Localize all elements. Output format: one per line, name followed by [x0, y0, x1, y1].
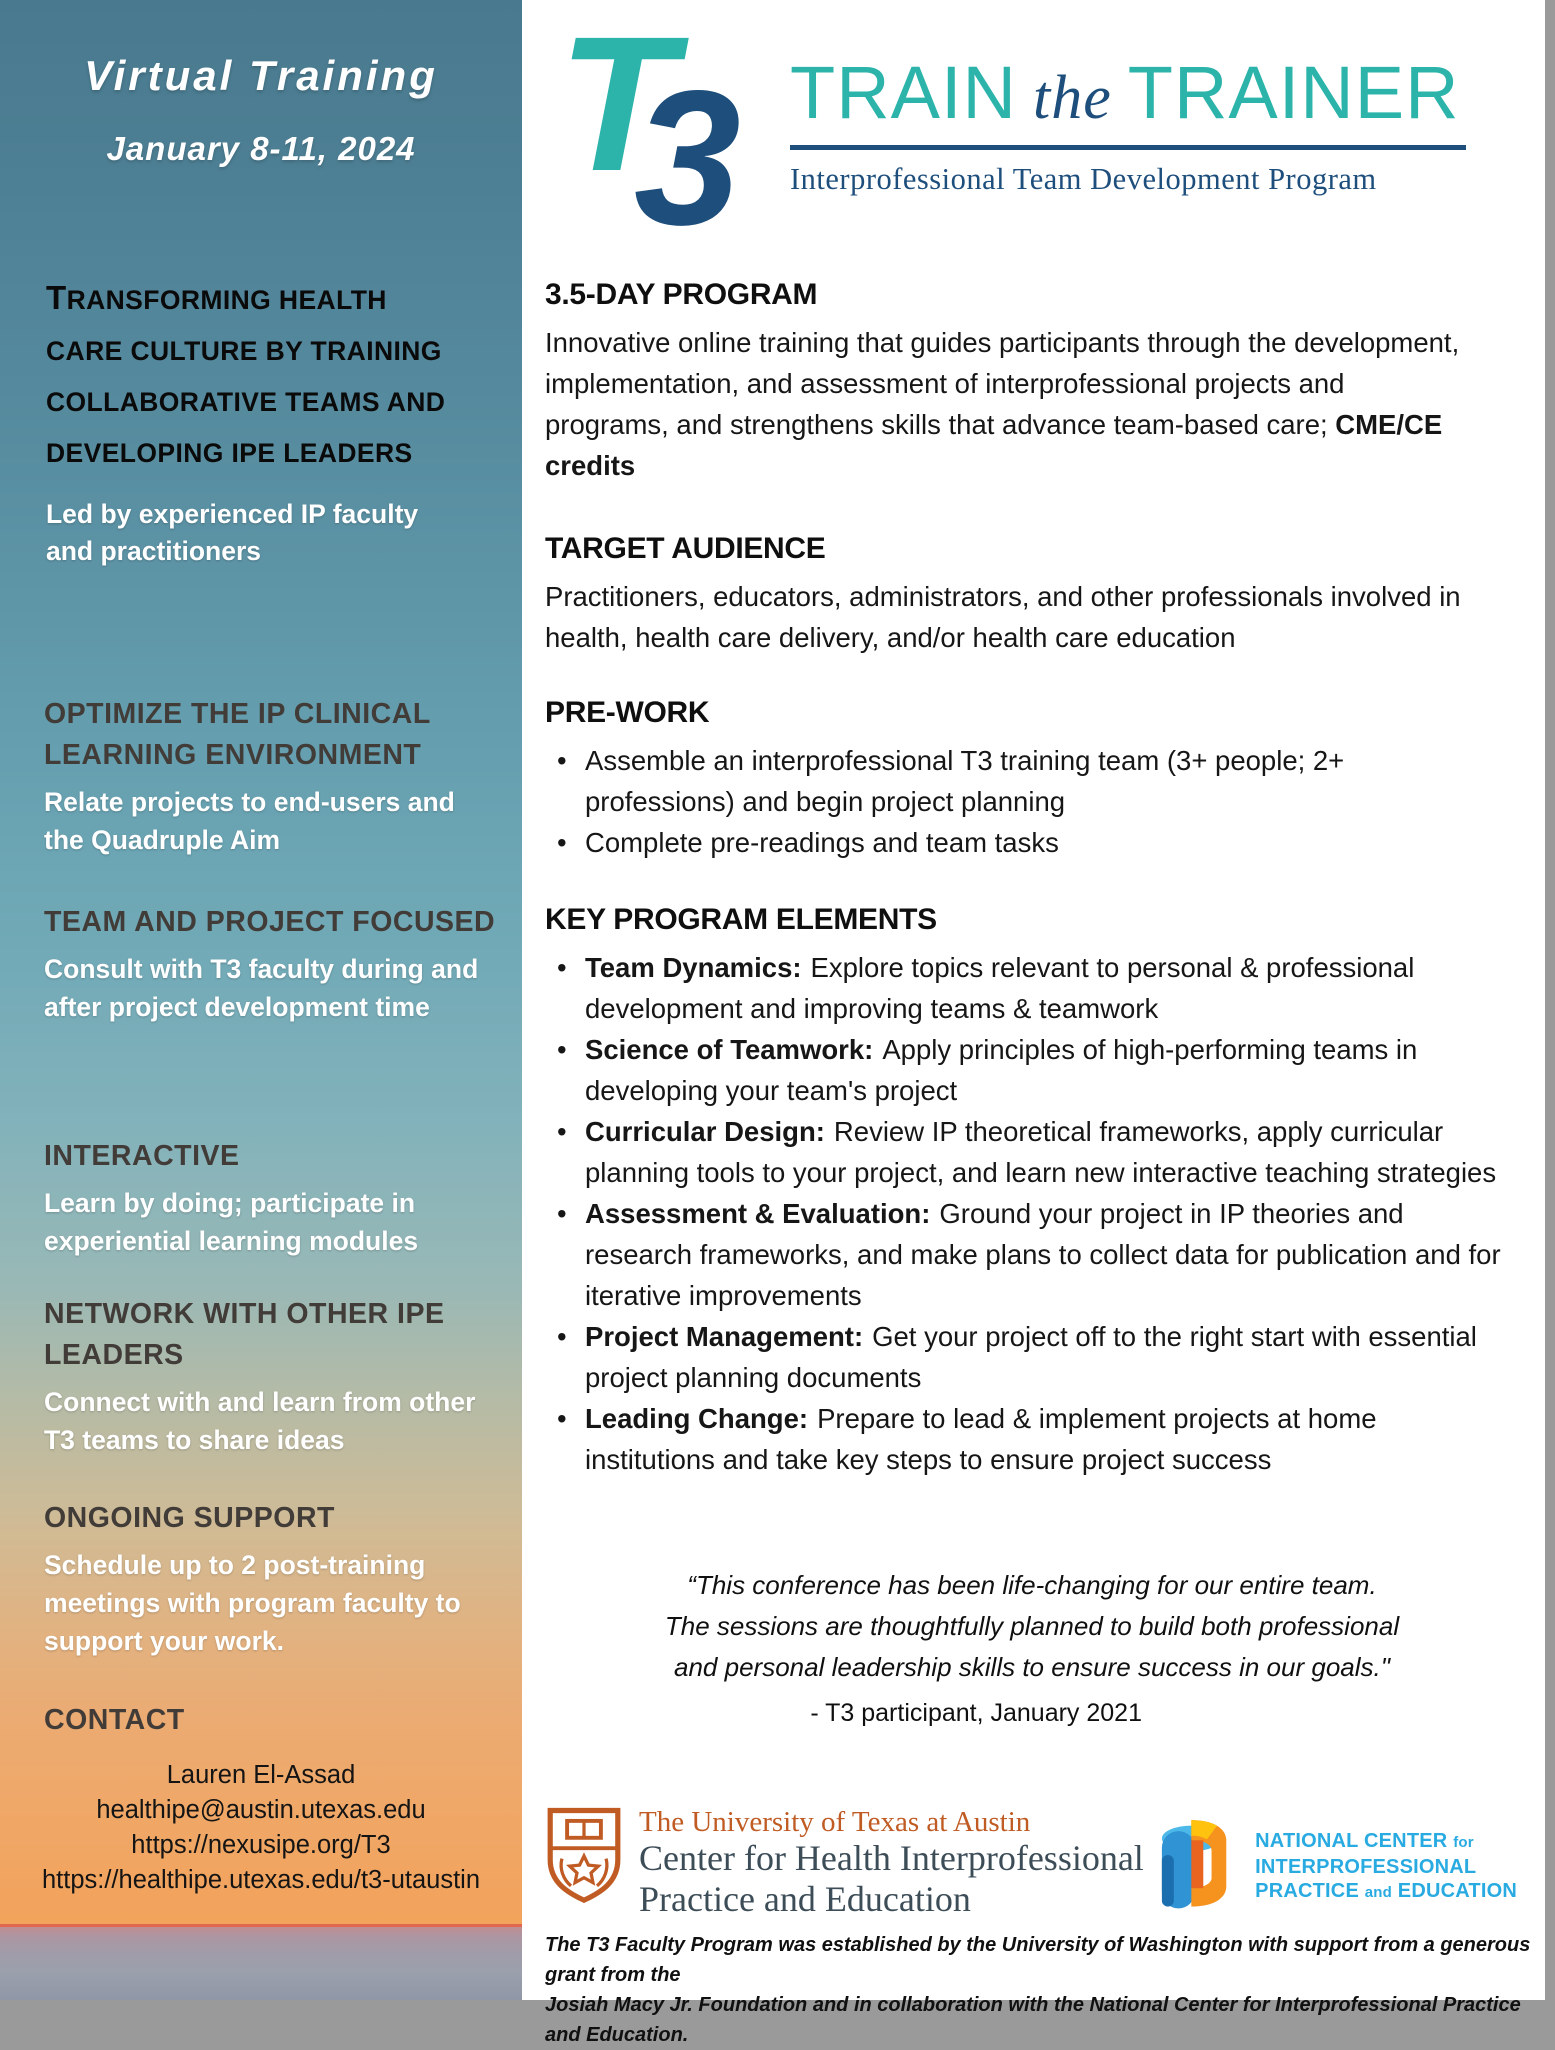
ut-university-line: The University of Texas at Austin [639, 1806, 1031, 1838]
element-lead: Assessment & Evaluation: [585, 1198, 931, 1229]
nc-line3-a: PRACTICE [1255, 1880, 1359, 1902]
logo-wordmark [790, 52, 1510, 197]
testimonial-quote [582, 1565, 1482, 1734]
footer-note [545, 1930, 1555, 2050]
word-the: the [1033, 64, 1112, 132]
intro-heading [46, 272, 498, 479]
sidebar-section-network [44, 1294, 498, 1459]
prework-list [545, 740, 1510, 863]
section-heading-prework: PRE-WORK [545, 696, 710, 729]
sidebar-section-support [44, 1498, 498, 1660]
quote-line: The sessions are thoughtfully planned to build both professional [664, 1611, 1400, 1641]
prework-item: • Assemble an interprofessional T3 training team (3+ people; 2+ professions) and begin project planning [545, 740, 1485, 822]
section-heading-audience: TARGET AUDIENCE [545, 532, 826, 565]
sidebar-section-interactive [44, 1136, 498, 1260]
sidebar-section-heading: ONGOING SUPPORT [44, 1502, 335, 1534]
nc-line3-b: EDUCATION [1397, 1880, 1517, 1902]
element-text: Review IP theoretical frameworks, apply curricular planning tools to your project, and learn new interactive teaching strategies [585, 1116, 1497, 1188]
element-item-science-of-teamwork [545, 1029, 1510, 1111]
contact-heading: CONTACT [44, 1704, 185, 1736]
element-item-curricular-design [545, 1111, 1510, 1193]
section-audience [545, 532, 1510, 658]
section-heading-key-elements: KEY PROGRAM ELEMENTS [545, 903, 937, 936]
quote-line: “This conference has been life-changing for our entire team. [687, 1570, 1377, 1600]
main-content [522, 0, 1545, 2046]
sunset-ocean-photo [0, 1924, 522, 2000]
ut-austin-logo [545, 1806, 1144, 1920]
sidebar-section-body: Learn by doing; participate in experiential learning modules [44, 1188, 419, 1256]
sidebar-section-body: Consult with T3 faculty during and after project development time [44, 954, 479, 1022]
element-lead: Curricular Design: [585, 1116, 825, 1147]
word-trainer: TRAINER [1127, 51, 1460, 134]
element-lead: Team Dynamics: [585, 952, 802, 983]
ut-center-line1: Center for Health Interprofessional [639, 1838, 1144, 1878]
word-train: TRAIN [790, 51, 1017, 134]
prework-item: • Complete pre-readings and team tasks [545, 822, 1485, 863]
sidebar-section-heading: TEAM AND PROJECT FOCUSED [44, 906, 496, 938]
contact-name: Lauren El-Assad [166, 1761, 356, 1789]
sidebar-section-body: Relate projects to end-users and the Quadruple Aim [44, 787, 455, 855]
program-body-text: Innovative online training that guides participants through the development, implementation, and assessment of interprofessional projects and programs, and strengthens skills that advance team-based care; [545, 327, 1460, 440]
ut-center-line2: Practice and Education [639, 1879, 971, 1919]
ut-shield-icon [545, 1806, 623, 1906]
program-body-bold: CME/CE credits [545, 409, 1443, 481]
logo-underline [790, 145, 1466, 150]
nc-line1-small: for [1453, 1834, 1474, 1851]
flyer-dates: January 8-11, 2024 [106, 130, 416, 167]
element-item-assessment-evaluation [545, 1193, 1510, 1316]
contact-email[interactable]: healthipe@austin.utexas.edu [96, 1796, 426, 1824]
national-center-text [1255, 1829, 1517, 1905]
horizon-line [0, 1924, 522, 1927]
flyer-title: Virtual Training [84, 52, 438, 99]
element-text: Explore topics relevant to personal & professional development and improving teams & teamwork [585, 952, 1415, 1024]
contact-url-nexusipe[interactable]: https://nexusipe.org/T3 [131, 1831, 391, 1859]
element-lead: Leading Change: [585, 1403, 809, 1434]
ocean-water [0, 1927, 522, 2000]
contact-block [10, 1758, 512, 1898]
section-prework [545, 696, 1510, 863]
element-item-leading-change [545, 1398, 1510, 1480]
sidebar-section-optimize [44, 694, 498, 859]
sidebar-section-heading: OPTIMIZE THE IP CLINICAL LEARNING ENVIRONMENT [44, 698, 431, 771]
intro-heading-line: COLLABORATIVE TEAMS AND [46, 387, 446, 417]
key-elements-list [545, 947, 1510, 1480]
element-text: Prepare to lead & implement projects at home institutions and take key steps to ensure project success [585, 1403, 1377, 1475]
section-key-elements [545, 903, 1510, 1480]
audience-body: Practitioners, educators, administrators, and other professionals involved in health, health care delivery, and/or health care education [545, 581, 1461, 653]
intro-heading-line: CARE CULTURE BY TRAINING [46, 336, 442, 366]
intro-subtext: Led by experienced IP faculty and practitioners [46, 499, 419, 566]
element-item-project-management [545, 1316, 1510, 1398]
quote-line: and personal leadership skills to ensure success in our goals." [674, 1652, 1390, 1682]
sidebar [0, 0, 522, 2000]
section-program [545, 278, 1510, 486]
nc-line3-small: and [1364, 1884, 1393, 1901]
nc-line2: INTERPROFESSIONAL [1255, 1856, 1477, 1878]
element-item-team-dynamics [545, 947, 1510, 1029]
sidebar-section-body: Connect with and learn from other T3 teams to share ideas [44, 1387, 476, 1455]
quote-attribution: - T3 participant, January 2021 [810, 1699, 1142, 1727]
national-center-logo [1149, 1812, 1517, 1922]
nc-line1 [1255, 1829, 1517, 1855]
sidebar-section-body: Schedule up to 2 post-training meetings with program faculty to support your work. [44, 1550, 461, 1656]
nc-line1-main: NATIONAL CENTER [1255, 1830, 1448, 1852]
national-center-spiral-icon [1149, 1812, 1241, 1922]
t3-logo [522, 0, 1522, 270]
contact-url-healthipe[interactable]: https://healthipe.utexas.edu/t3-utaustin [41, 1866, 481, 1894]
footer-note-line: Josiah Macy Jr. Foundation and in collaboration with the National Center for Interprofessional Practice and Education. [545, 1994, 1521, 2046]
section-heading-program: 3.5-DAY PROGRAM [545, 278, 818, 311]
sidebar-section-team-project [44, 902, 498, 1026]
element-text: Ground your project in IP theories and research frameworks, and make plans to collect data for publication and for iterative improvements [585, 1198, 1501, 1311]
sidebar-section-heading: NETWORK WITH OTHER IPE LEADERS [44, 1298, 445, 1371]
program-body [545, 322, 1470, 486]
t3-digit-3: 3 [634, 50, 741, 265]
t3-letter-t: T [558, 0, 676, 211]
element-text: Get your project off to the right start with essential project planning documents [585, 1321, 1477, 1393]
ut-logo-text [639, 1806, 1144, 1920]
element-lead: Project Management: [585, 1321, 864, 1352]
intro-heading-line: TRANSFORMING HEALTH [46, 279, 387, 316]
element-text: Apply principles of high-performing teams in developing your team's project [585, 1034, 1418, 1106]
nc-line3 [1255, 1879, 1517, 1905]
train-the-trainer-title [790, 52, 1510, 133]
footer-note-line: The T3 Faculty Program was established by the University of Washington with support from a generous grant from the [545, 1934, 1531, 1986]
intro-heading-line: DEVELOPING IPE LEADERS [46, 438, 413, 468]
sidebar-section-heading: INTERACTIVE [44, 1140, 240, 1172]
logo-subtitle: Interprofessional Team Development Program [790, 162, 1377, 197]
element-lead: Science of Teamwork: [585, 1034, 874, 1065]
